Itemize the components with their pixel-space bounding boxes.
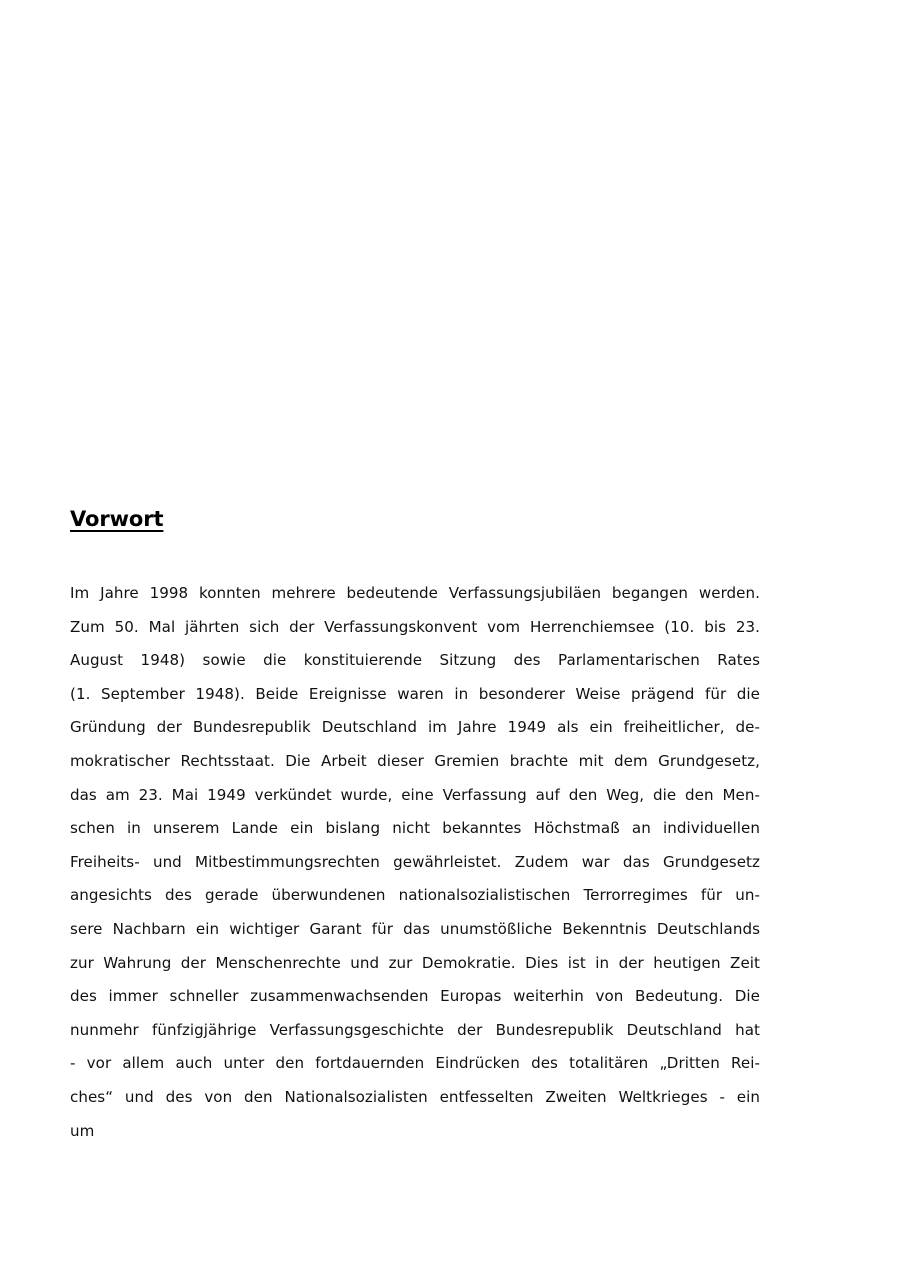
paragraph-line: Gründung der Bundesrepublik Deutschland im Jahre 1949 als ein freiheitlicher, de- xyxy=(70,718,760,737)
paragraph-line: - vor allem auch unter den fortdauernden Eindrücken des totalitären „Dritten Rei- xyxy=(70,1054,760,1073)
paragraph-line: des immer schneller zusammenwachsenden Europas weiterhin von Bedeutung. Die xyxy=(70,987,760,1006)
paragraph-line: August 1948) sowie die konstituierende Sitzung des Parlamentarischen Rates xyxy=(70,651,760,670)
paragraph-line: um xyxy=(70,1121,95,1140)
page-title: Vorwort xyxy=(70,507,164,531)
body-paragraph xyxy=(70,577,760,1148)
paragraph-line: Zum 50. Mal jährten sich der Verfassungskonvent vom Herrenchiemsee (10. bis 23. xyxy=(70,617,760,636)
paragraph-line: mokratischer Rechtsstaat. Die Arbeit dieser Gremien brachte mit dem Grundgesetz, xyxy=(70,752,760,771)
paragraph-line: nunmehr fünfzigjährige Verfassungsgeschichte der Bundesrepublik Deutschland hat xyxy=(70,1020,760,1039)
paragraph-line: zur Wahrung der Menschenrechte und zur Demokratie. Dies ist in der heutigen Zeit xyxy=(70,953,760,972)
paragraph-line: Freiheits- und Mitbestimmungsrechten gewährleistet. Zudem war das Grundgesetz xyxy=(70,852,760,871)
paragraph-line: ches“ und des von den Nationalsozialisten entfesselten Zweiten Weltkrieges - ein xyxy=(70,1088,760,1106)
paragraph-line: sere Nachbarn ein wichtiger Garant für das unumstößliche Bekenntnis Deutschlands xyxy=(70,920,760,939)
page-top-blank-area xyxy=(0,0,900,508)
paragraph-line: angesichts des gerade überwundenen nationalsozialistischen Terrorregimes für un- xyxy=(70,886,760,905)
paragraph-line: (1. September 1948). Beide Ereignisse waren in besonderer Weise prägend für die xyxy=(70,684,760,703)
paragraph-line: Im Jahre 1998 konnten mehrere bedeutende Verfassungsjubiläen begangen werden. xyxy=(70,584,760,603)
paragraph-line: schen in unserem Lande ein bislang nicht bekanntes Höchstmaß an individuellen xyxy=(70,819,760,838)
paragraph-line: das am 23. Mai 1949 verkündet wurde, eine Verfassung auf den Weg, die den Men- xyxy=(70,785,760,804)
text-column xyxy=(70,508,760,1148)
